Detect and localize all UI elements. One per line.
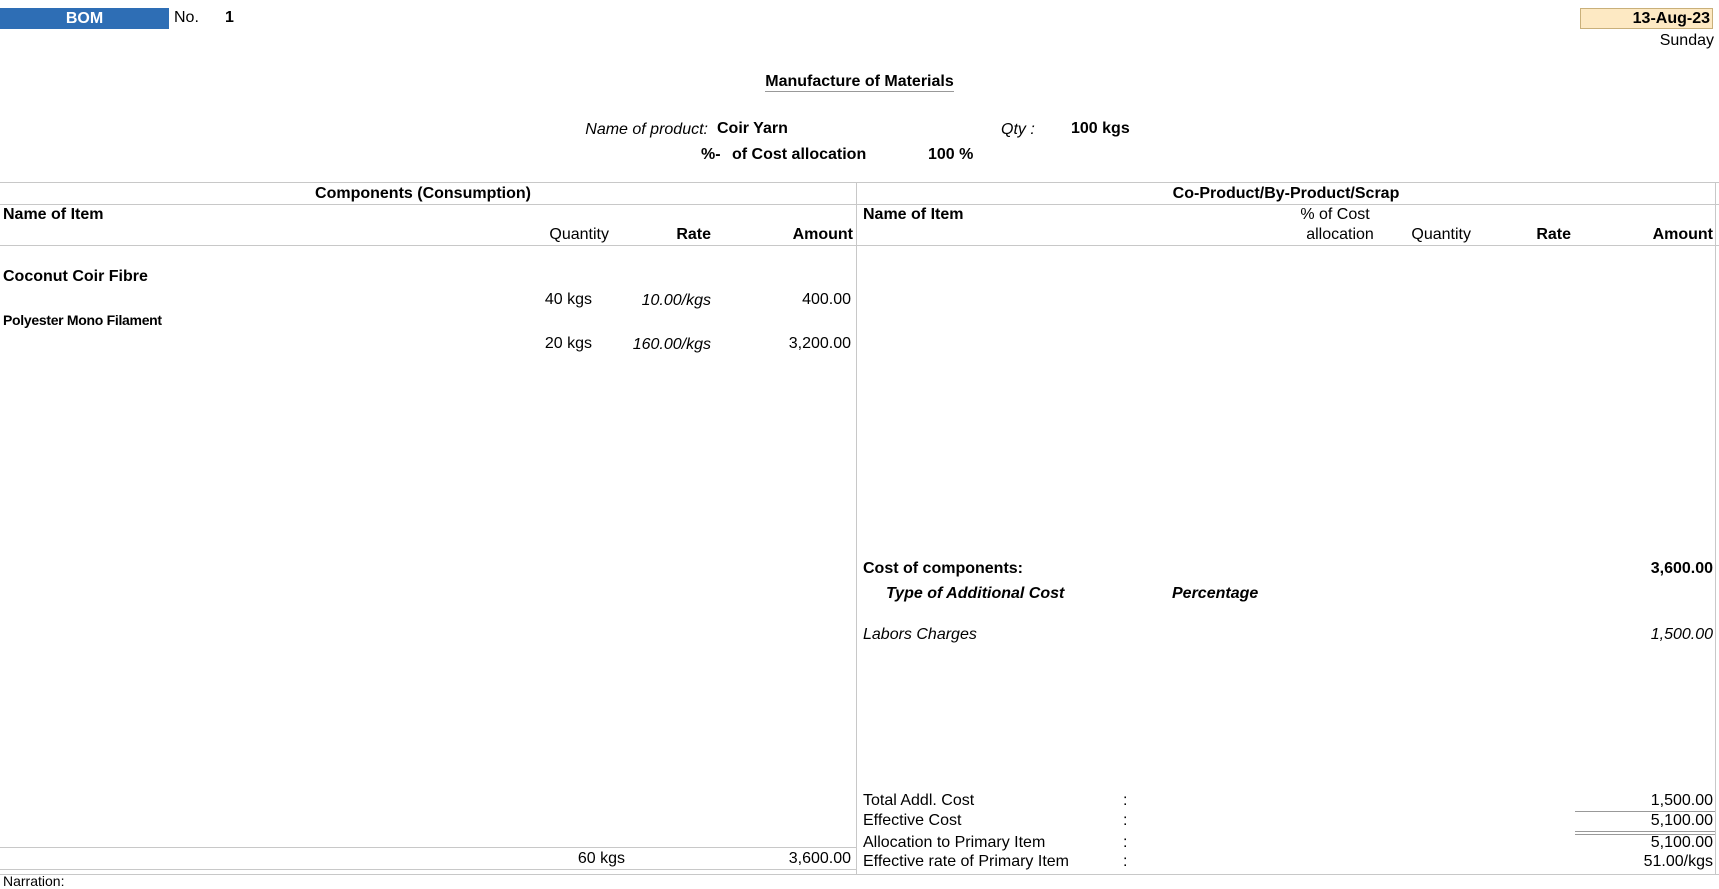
component-item-rate[interactable]: 10.00/kgs	[641, 292, 711, 309]
summary-value-total-addl-cost: 1,500.00	[1650, 792, 1713, 809]
summary-separator: :	[1123, 812, 1128, 829]
page-title: Manufacture of Materials	[765, 73, 954, 90]
cost-alloc-label: of Cost allocation	[732, 146, 867, 163]
components-total-qty: 60 kgs	[577, 850, 625, 867]
grid-right-edge	[1715, 182, 1716, 874]
components-col-rate: Rate	[676, 226, 711, 243]
components-total-amount: 3,600.00	[788, 850, 851, 867]
summary-separator: :	[1123, 853, 1128, 870]
summary-double-underline-top	[1575, 831, 1715, 832]
summary-label-allocation-primary: Allocation to Primary Item	[863, 834, 1046, 851]
product-name-field[interactable]: Coir Yarn	[717, 120, 788, 137]
additional-cost-name[interactable]: Labors Charges	[863, 626, 977, 643]
voucher-type-badge: BOM	[0, 8, 169, 29]
components-col-amount: Amount	[792, 226, 853, 243]
coproducts-col-pct-line2: allocation	[1306, 226, 1374, 243]
voucher-day: Sunday	[1659, 32, 1714, 49]
voucher-no-label: No.	[174, 9, 199, 26]
grid-column-divider	[856, 182, 857, 874]
coproducts-col-rate: Rate	[1536, 226, 1571, 243]
summary-label-effective-cost: Effective Cost	[863, 812, 962, 829]
product-label: Name of product:	[585, 121, 708, 138]
cost-alloc-field[interactable]: 100 %	[928, 146, 974, 163]
summary-value-allocation-primary: 5,100.00	[1650, 834, 1713, 851]
component-item-qty[interactable]: 40 kgs	[544, 291, 592, 308]
grid-top-divider	[0, 182, 1719, 183]
summary-label-total-addl-cost: Total Addl. Cost	[863, 792, 975, 809]
component-item-amount[interactable]: 400.00	[802, 291, 851, 308]
voucher-date-field[interactable]: 13-Aug-23	[1580, 8, 1713, 29]
coproducts-col-amount: Amount	[1652, 226, 1713, 243]
components-total-top-line	[0, 847, 856, 848]
component-item-name[interactable]: Coconut Coir Fibre	[3, 268, 148, 285]
voucher-no-value[interactable]: 1	[225, 9, 234, 26]
grid-header-divider	[0, 245, 1719, 246]
summary-value-effective-rate: 51.00/kgs	[1643, 853, 1713, 870]
coproducts-col-qty: Quantity	[1411, 226, 1471, 243]
components-total-bottom-line	[0, 869, 856, 870]
qty-label: Qty :	[1001, 121, 1035, 138]
coproducts-col-name: Name of Item	[863, 206, 964, 223]
component-item-name[interactable]: Polyester Mono Filament	[3, 312, 162, 328]
coproducts-col-pct-line1: % of Cost	[1300, 206, 1370, 223]
additional-cost-type-header: Type of Additional Cost	[886, 585, 1065, 602]
cost-of-components-value: 3,600.00	[1650, 560, 1713, 577]
cost-alloc-prefix: %-	[701, 146, 721, 163]
summary-separator: :	[1123, 834, 1128, 851]
page-title-row	[0, 73, 1719, 91]
summary-separator: :	[1123, 792, 1128, 809]
component-item-rate[interactable]: 160.00/kgs	[632, 336, 711, 353]
components-col-name: Name of Item	[3, 206, 104, 223]
component-item-qty[interactable]: 20 kgs	[544, 335, 592, 352]
additional-cost-amount[interactable]: 1,500.00	[1650, 626, 1713, 643]
coproducts-section-title: Co-Product/By-Product/Scrap	[1172, 185, 1400, 202]
grid-bottom-line	[0, 874, 1719, 875]
additional-cost-percentage-header: Percentage	[1172, 585, 1259, 602]
cost-of-components-label: Cost of components:	[863, 560, 1023, 577]
component-item-amount[interactable]: 3,200.00	[788, 335, 851, 352]
components-section-title: Components (Consumption)	[315, 185, 531, 202]
grid-section-divider	[0, 204, 1719, 205]
qty-field[interactable]: 100 kgs	[1071, 120, 1130, 137]
components-col-qty: Quantity	[549, 226, 609, 243]
summary-label-effective-rate: Effective rate of Primary Item	[863, 853, 1069, 870]
summary-value-effective-cost: 5,100.00	[1650, 812, 1713, 829]
narration-label[interactable]: Narration:	[3, 873, 65, 889]
